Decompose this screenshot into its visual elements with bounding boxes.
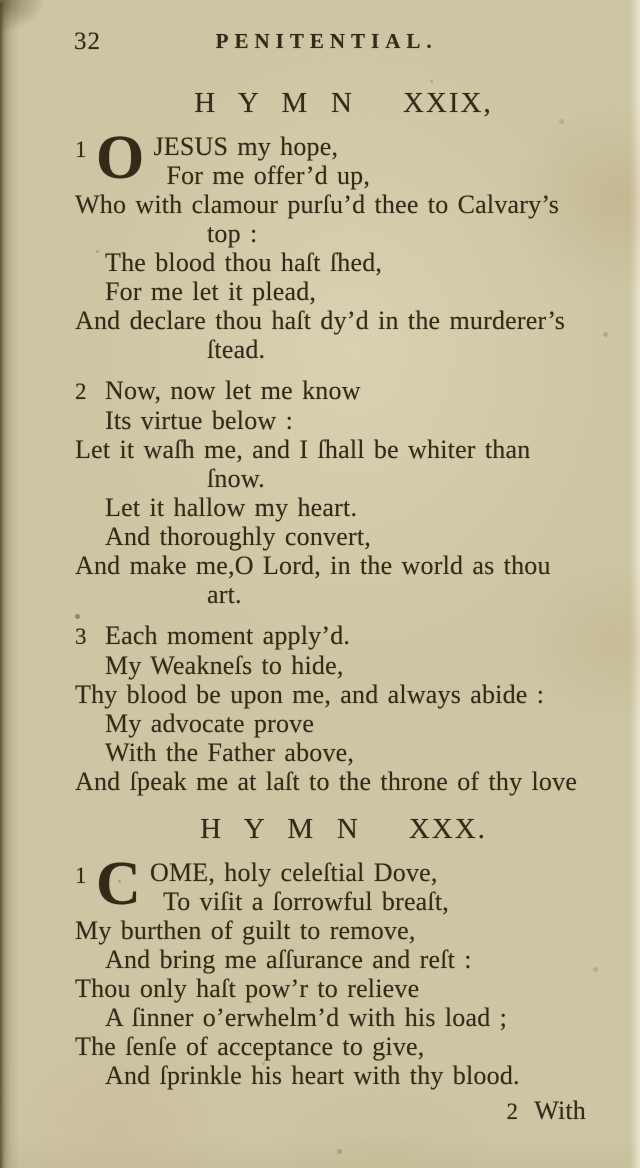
- running-title: PENITENTIAL.: [215, 29, 438, 53]
- verse-line: And ſprinkle his heart with thy blood.: [105, 1061, 520, 1090]
- verse-number: 1: [75, 863, 87, 888]
- hymn-title-word: H Y M N: [194, 87, 359, 119]
- verse-line: Thou only haſt pow’r to relieve: [75, 974, 420, 1003]
- verse-line: art.: [207, 580, 242, 609]
- verse-line: A ſinner o’erwhelm’d with his load ;: [105, 1003, 508, 1032]
- verse-opening: [75, 124, 612, 192]
- verse-line: For me let it plead,: [105, 277, 317, 306]
- opening-lines: [153, 132, 612, 190]
- hymn-title-number: XXX.: [408, 813, 487, 845]
- verse-number: 2: [75, 379, 87, 404]
- verse-number: 1: [75, 137, 87, 162]
- verse-line: Thy blood be upon me, and always abide :: [75, 680, 545, 709]
- verse-line: And bring me aſſurance and reſt :: [105, 945, 472, 974]
- verse-line: [75, 621, 612, 651]
- drop-cap-letter: O: [96, 124, 145, 192]
- hymn-30-title: [75, 810, 612, 848]
- verse-line: Let it hallow my heart.: [105, 493, 358, 522]
- verse-line: My burthen of guilt to remove,: [75, 916, 416, 945]
- verse-line: To viſit a ſorrowful breaſt,: [162, 887, 449, 916]
- verse-line-text: Each moment apply’d.: [105, 621, 351, 650]
- verse-line: With the Father above,: [105, 738, 355, 767]
- verse-line: [75, 376, 612, 406]
- verse-line: ſtead.: [207, 335, 266, 364]
- verse-line: My Weakneſs to hide,: [105, 651, 344, 680]
- verse-line: OME, holy celeſtial Dove,: [149, 858, 438, 887]
- verse-line: top :: [207, 219, 258, 248]
- verse-line: JESUS my hope,: [153, 132, 339, 161]
- hymn-title-number: XXIX,: [402, 87, 493, 119]
- page-body: [75, 84, 612, 1126]
- verse-3: [75, 621, 612, 796]
- verse-line-text: Now, now let me know: [105, 376, 361, 405]
- verse-line: The ſenſe of acceptance to give,: [75, 1032, 425, 1061]
- verse-line: Who with clamour purſu’d thee to Calvary’s: [75, 190, 560, 219]
- verse-line: My advocate prove: [105, 709, 315, 738]
- verse-line: The blood thou haſt ſhed,: [105, 248, 383, 277]
- hymn-29-title: [75, 84, 612, 122]
- verse-opening: [75, 850, 612, 918]
- verse-2: [75, 376, 612, 609]
- verse-line: And make me,O Lord, in the world as thou: [75, 551, 551, 580]
- verse-line: And ſpeak me at laſt to the throne of thy love: [75, 767, 578, 796]
- running-header: [0, 26, 640, 60]
- page-number: 32: [74, 28, 101, 55]
- catchword: [75, 1096, 586, 1126]
- opening-lines: [150, 858, 612, 916]
- verse-line: Let it waſh me, and I ſhall be whiter than: [75, 435, 531, 464]
- verse-line: And declare thou haſt dy’d in the murderer’s: [75, 306, 566, 335]
- verse-line: Its virtue below :: [105, 406, 294, 435]
- catchword-word: With: [534, 1096, 586, 1125]
- catchword-number: 2: [506, 1099, 519, 1124]
- drop-cap-letter: C: [96, 850, 141, 918]
- verse-line: For me offer’d up,: [166, 161, 371, 190]
- paper-texture: [0, 0, 3, 3]
- verse-line: ſnow.: [207, 464, 265, 493]
- verse-line: And thoroughly convert,: [105, 522, 371, 551]
- hymn-title-word: H Y M N: [200, 813, 365, 845]
- verse-number: 3: [75, 624, 87, 649]
